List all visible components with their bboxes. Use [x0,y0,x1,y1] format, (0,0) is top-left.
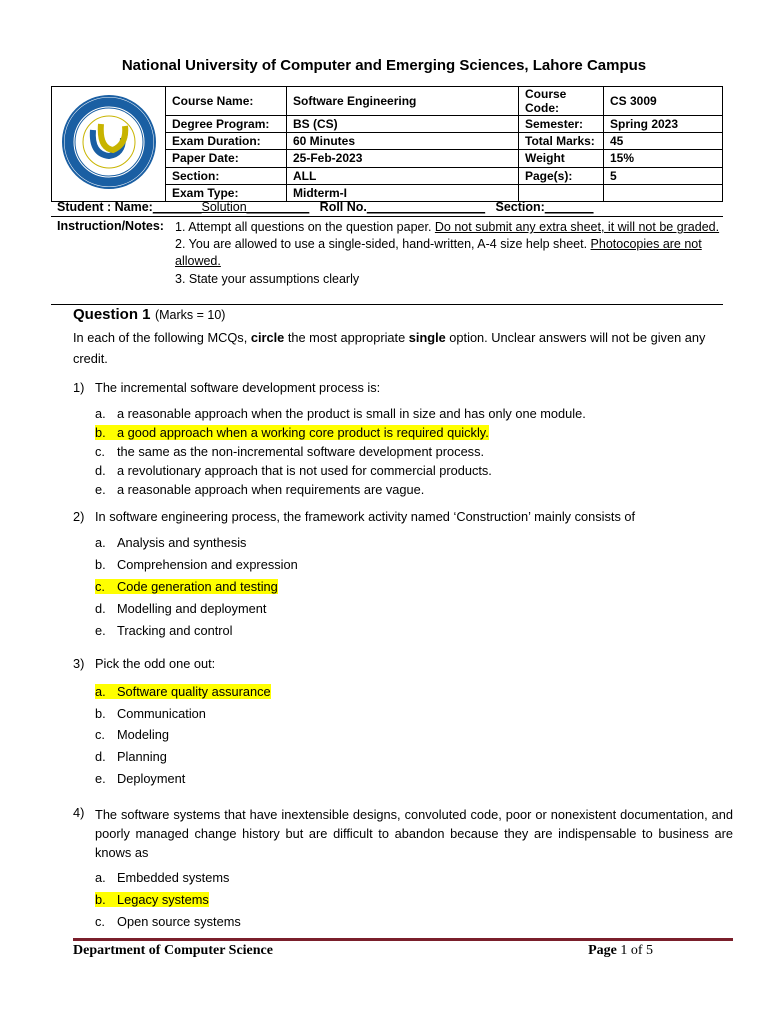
mcq-2-option-a[interactable]: a. Analysis and synthesis [95,535,247,550]
footer-divider [73,938,733,941]
mcq-3-option-a-answer[interactable]: a. Software quality assurance [95,684,271,699]
exam-type: Midterm-I [287,184,519,201]
mcq-2-option-d[interactable]: d. Modelling and deployment [95,601,267,616]
mcq-2-option-b[interactable]: b. Comprehension and expression [95,557,298,572]
roll-no-value: _________________ [366,200,486,214]
question-1-intro: In each of the following MCQs, circle the most appropriate single option. Unclear answers will not be given any credit. [73,330,706,366]
semester-label: Semester: [519,116,604,133]
mcq-4-option-c[interactable]: c. Open source systems [95,914,241,929]
mcq-3-option-e[interactable]: e. Deployment [95,771,186,786]
mcq-3-option-d[interactable]: d. Planning [95,749,167,764]
course-code-label: Course Code: [519,87,604,116]
total-marks-label: Total Marks: [519,133,604,150]
weight: 15% [604,150,723,167]
empty-cell [604,184,723,201]
pages-label: Page(s): [519,167,604,184]
duration-label: Exam Duration: [166,133,287,150]
exam-header-table [51,86,723,202]
student-section-value: _______ [544,200,594,214]
duration: 60 Minutes [287,133,519,150]
student-name-value: _______Solution_________ [152,200,310,214]
semester: Spring 2023 [604,116,723,133]
weight-label: Weight [519,150,604,167]
mcq-1-option-e[interactable]: e. a reasonable approach when requirements are vague. [95,482,425,497]
university-title: National University of Computer and Emerging Sciences, Lahore Campus [121,57,647,74]
instruction-3: 3. State your assumptions clearly [175,271,360,286]
paper-date-label: Paper Date: [166,150,287,167]
course-code: CS 3009 [604,87,723,116]
paper-date: 25-Feb-2023 [287,150,519,167]
degree-label: Degree Program: [166,116,287,133]
footer-page-number: Page 1 of 5 [588,943,653,958]
university-logo [52,87,166,202]
mcq-4-option-b-answer[interactable]: b. Legacy systems [95,892,209,907]
instructions-label: Instruction/Notes: [57,219,164,233]
section-label: Section: [166,167,287,184]
student-section-label: Section: [495,200,545,214]
mcq-2-option-e[interactable]: e. Tracking and control [95,623,233,638]
instruction-1: 1. Attempt all questions on the question paper. Do not submit any extra sheet, it will not be graded. [175,220,720,234]
course-name: Software Engineering [287,87,519,116]
instructions-list [175,219,723,288]
roll-no-label: Roll No. [319,200,367,214]
mcq-1-option-a[interactable]: a. a reasonable approach when the product is small in size and has only one module. [95,406,586,421]
mcq-3-option-c[interactable]: c. Modeling [95,727,169,742]
divider [51,216,723,217]
mcq-4-option-a[interactable]: a. Embedded systems [95,870,230,885]
section: ALL [287,167,519,184]
mcq-1-option-b-answer[interactable]: b. a good approach when a working core product is required quickly. [95,425,489,440]
student-name-label: Student : Name: [57,200,153,214]
exam-type-label: Exam Type: [166,184,287,201]
degree: BS (CS) [287,116,519,133]
mcq-3-option-b[interactable]: b. Communication [95,706,206,721]
mcq-2-option-c-answer[interactable]: c. Code generation and testing [95,579,278,594]
pages: 5 [604,167,723,184]
footer-department: Department of Computer Science [73,943,273,958]
mcq-1-option-d[interactable]: d. a revolutionary approach that is not used for commercial products. [95,463,492,478]
question-1-heading: Question 1 (Marks = 10) [73,306,226,323]
student-info-line [57,200,593,214]
empty-cell [519,184,604,201]
mcq-1-option-c[interactable]: c. the same as the non-incremental software development process. [95,444,485,459]
instruction-2: 2. You are allowed to use a single-sided, hand-written, A-4 size help sheet. Photocopies are not allowed. [175,237,702,269]
course-name-label: Course Name: [166,87,287,116]
university-seal-icon [61,94,157,190]
divider [51,304,723,305]
total-marks: 45 [604,133,723,150]
